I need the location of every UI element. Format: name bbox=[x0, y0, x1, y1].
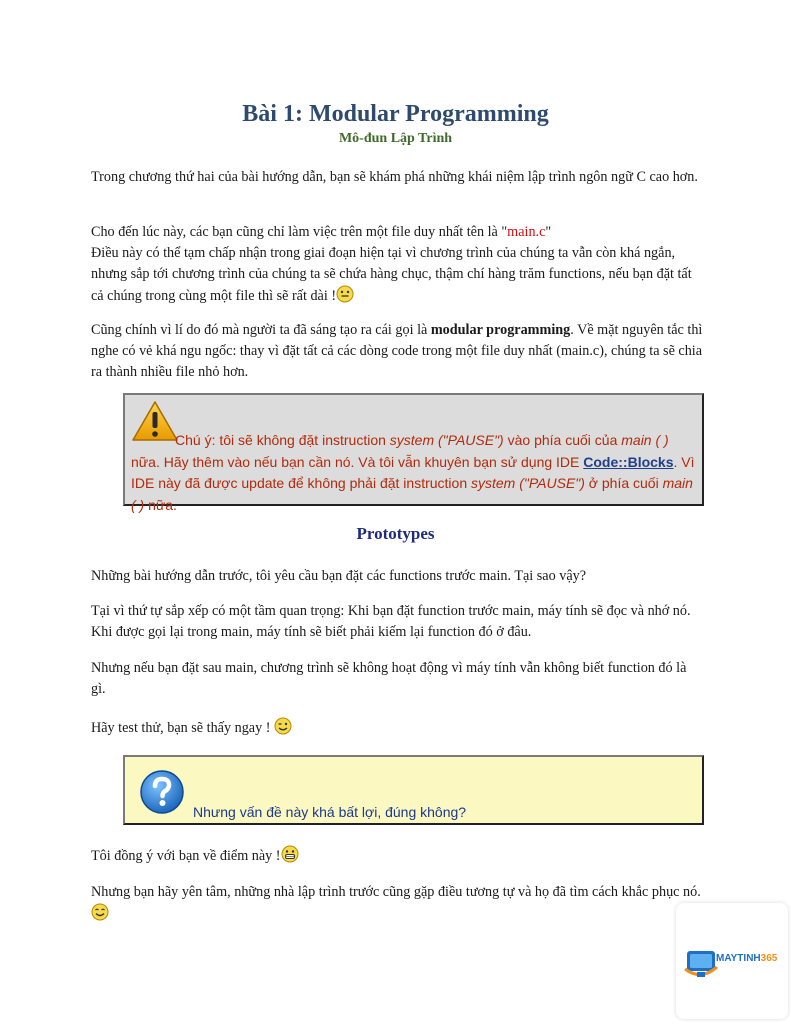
page-subtitle: Mô-đun Lập Trình bbox=[338, 131, 453, 146]
paragraph-modular bbox=[91, 320, 703, 383]
paragraph-previous: Những bài hướng dẫn trước, tôi yêu cầu bạn đặt các functions trước main. Tại sao vậy? bbox=[91, 568, 587, 584]
warning-text-part: nữa. bbox=[144, 496, 177, 513]
paragraph-main-file-rest: Điều này có thể tạm chấp nhận trong giai đoạn hiện tại vì chương trình của chúng ta vẫn còn khá ngắn, nhưng sắp tới chương trình của chúng ta sẽ chứa hàng chục, thậm chí hàng trăm functions, nếu bạn đặt tất cả chúng trong cùng một file thì sẽ rất dài ! bbox=[91, 245, 692, 304]
watermark-brand-num: 365 bbox=[760, 953, 778, 964]
paragraph-after-main: Nhưng nếu bạn đặt sau main, chương trình sẽ không hoạt động vì máy tính vẫn không biết function đó là gì. bbox=[91, 660, 687, 697]
warning-text-part: Chú ý: tôi sẽ không đặt instruction bbox=[175, 432, 390, 448]
monitor-logo-icon bbox=[683, 945, 783, 985]
smiley-icon bbox=[336, 285, 354, 303]
paragraph-test-text: Hãy test thử, bạn sẽ thấy ngay ! bbox=[91, 720, 271, 736]
paragraph-agree bbox=[91, 845, 703, 867]
code-main: main ( ) bbox=[131, 475, 693, 513]
paragraph-main-file bbox=[91, 222, 703, 307]
watermark-logo bbox=[676, 903, 788, 1019]
paragraph-modular-after: . Về mặt nguyên tắc thì nghe có vẻ khá ngu ngốc: thay vì đặt tất cả các dòng code trong một file duy nhất (main.c), chúng ta sẽ chia ra thành nhiều file nhỏ hơn. bbox=[91, 322, 703, 380]
question-box bbox=[123, 755, 704, 825]
question-circle-icon bbox=[139, 769, 185, 815]
smiley-icon bbox=[91, 903, 109, 921]
paragraph-test bbox=[91, 717, 703, 739]
paragraph-fix-text: Nhưng bạn hãy yên tâm, những nhà lập trình trước cũng gặp điều tương tự và họ đã tìm cách khắc phục nó. bbox=[91, 884, 701, 900]
section-title-prototypes: Prototypes bbox=[356, 524, 435, 543]
warning-text bbox=[131, 430, 699, 516]
grin-icon bbox=[281, 845, 299, 863]
paragraph-fix bbox=[91, 882, 703, 925]
term-modular-programming: modular programming bbox=[430, 322, 571, 338]
paragraph-modular-before: Cũng chính vì lí do đó mà người ta đã sáng tạo ra cái gọi là bbox=[91, 322, 431, 338]
paragraph-intro: Trong chương thứ hai của bài hướng dẫn, bạn sẽ khám phá những khái niệm lập trình ngôn ngữ C cao hơn. bbox=[91, 169, 698, 185]
warning-text-part: vào phía cuối của bbox=[503, 432, 622, 448]
link-codeblocks[interactable]: Code::Blocks bbox=[583, 453, 674, 470]
page-title: Bài 1: Modular Programming bbox=[242, 101, 549, 127]
watermark-brand bbox=[716, 953, 777, 964]
filename-main-c: main.c bbox=[507, 224, 546, 240]
paragraph-main-file-text: Cho đến lúc này, các bạn cũng chỉ làm việc trên một file duy nhất tên là " bbox=[91, 224, 508, 240]
wink-icon bbox=[274, 717, 292, 735]
warning-box bbox=[123, 393, 704, 513]
paragraph-order: Tại vì thứ tự sắp xếp có một tầm quan trọng: Khi bạn đặt function trước main, máy tính sẽ đọc và nhớ nó. Khi được gọi lại trong main, máy tính sẽ biết phải kiếm lại function đó ở đâu. bbox=[91, 603, 691, 640]
quote-close: " bbox=[545, 224, 552, 240]
question-text: Nhưng vấn đề này khá bất lợi, đúng không? bbox=[193, 804, 467, 820]
warning-text-part: . Vì IDE này đã được update để không phải đặt instruction bbox=[131, 453, 695, 491]
watermark-brand-main: MAYTINH bbox=[716, 953, 761, 964]
code-main: main ( ) bbox=[621, 432, 669, 448]
warning-text-part: nữa. Hãy thêm vào nếu bạn cần nó. Và tôi vẫn khuyên bạn sử dụng IDE bbox=[131, 453, 584, 470]
warning-text-part: ở phía cuối bbox=[584, 475, 663, 491]
paragraph-agree-text: Tôi đồng ý với bạn về điểm này ! bbox=[91, 848, 281, 864]
code-system-pause: system ("PAUSE") bbox=[471, 475, 585, 491]
code-system-pause: system ("PAUSE") bbox=[389, 432, 504, 448]
